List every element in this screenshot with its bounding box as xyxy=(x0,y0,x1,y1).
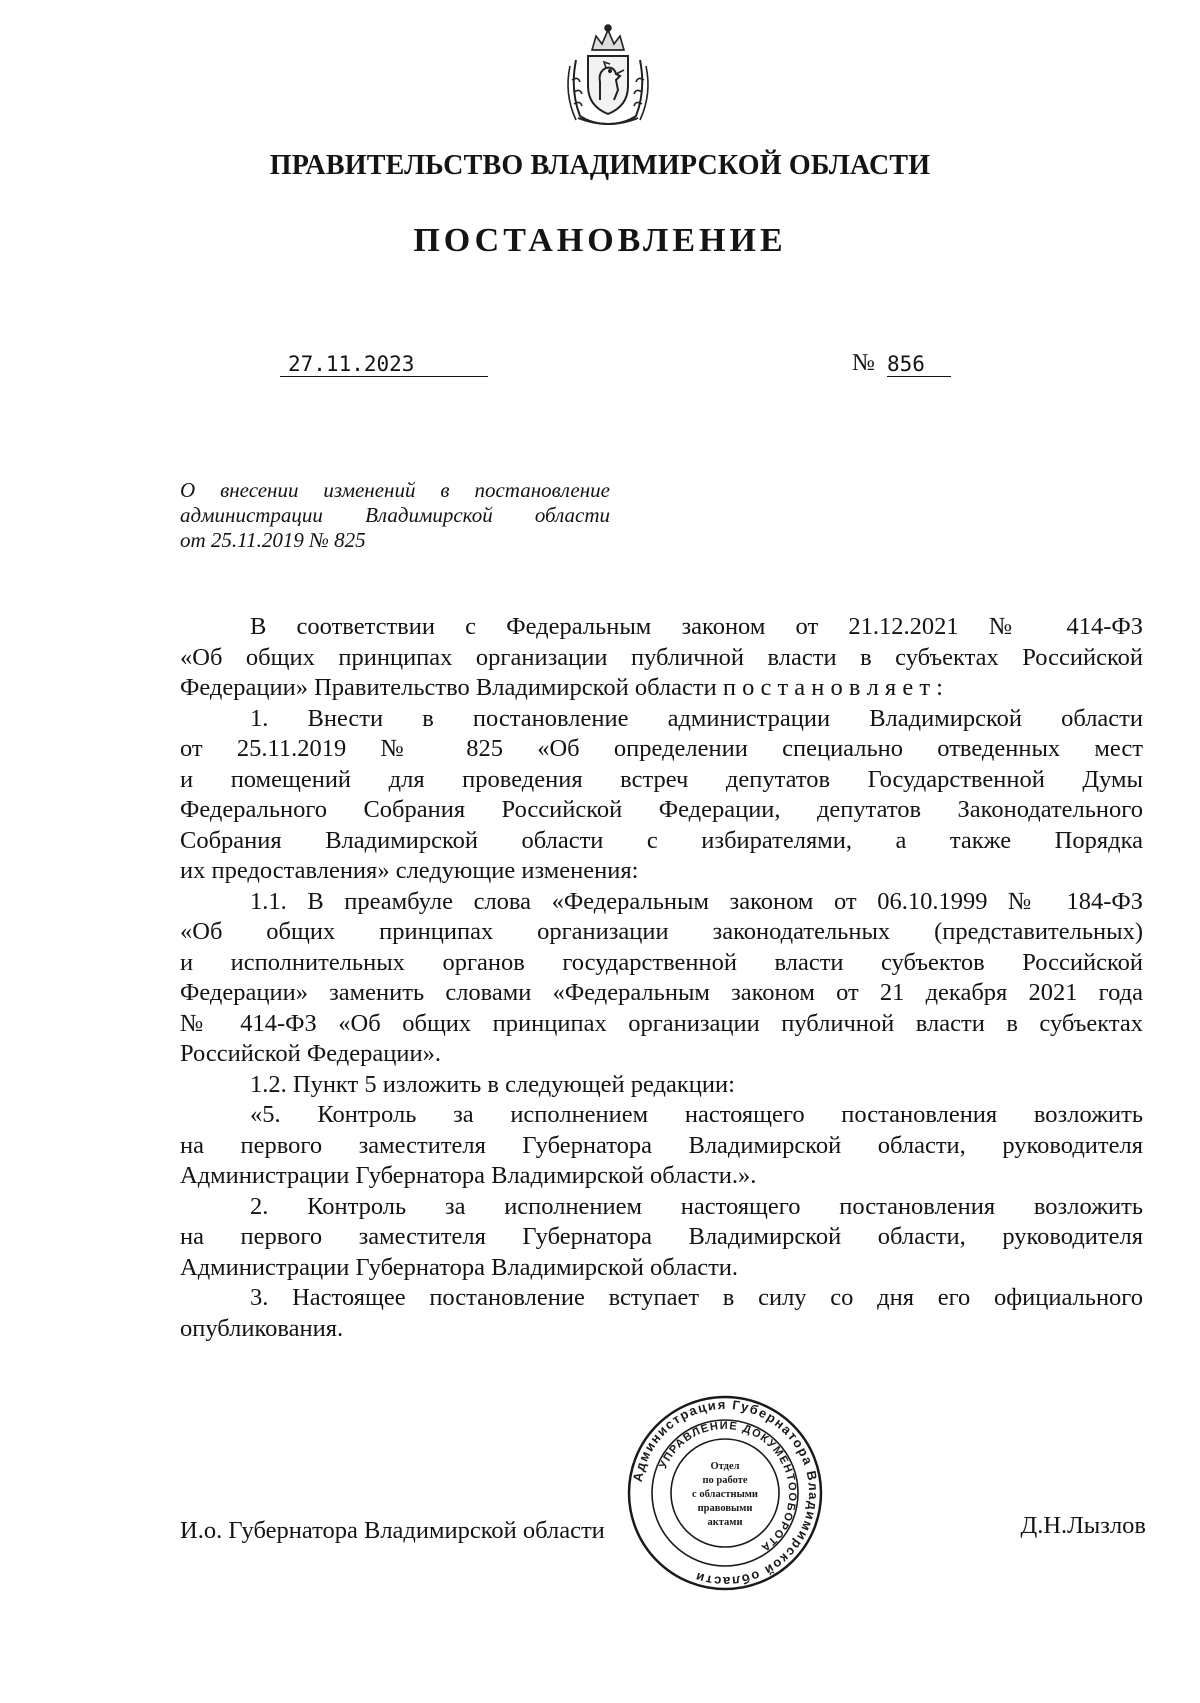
body-line: Федерации» Правительство Владимирской области п о с т а н о в л я е т : xyxy=(180,674,943,701)
subject-line: от 25.11.2019 № 825 xyxy=(180,528,366,552)
body-line: «Об общих принципах организации публичной власти в субъектах Российской xyxy=(180,643,1143,671)
document-number: 856 xyxy=(887,352,951,377)
document-date: 27.11.2023 xyxy=(280,352,488,377)
document-body xyxy=(180,612,1143,1344)
body-line: Федерации» заменить словами «Федеральным законом от 21 декабря 2021 года xyxy=(180,979,1143,1006)
body-line: 1. Внести в постановление администрации Владимирской области xyxy=(250,704,1143,732)
document-subject xyxy=(180,478,610,553)
body-line: 3. Настоящее постановление вступает в силу со дня его официального xyxy=(250,1284,1143,1311)
number-sign: № xyxy=(852,350,875,376)
body-line: Администрации Губернатора Владимирской области.». xyxy=(180,1162,757,1189)
signatory-name: Д.Н.Лызлов xyxy=(1020,1512,1146,1539)
stamp-center-line: актами xyxy=(707,1517,743,1528)
official-stamp xyxy=(625,1393,825,1593)
body-line: опубликования. xyxy=(180,1314,344,1342)
body-line: Федерального Собрания Российской Федерации, депутатов Законодательного xyxy=(180,796,1143,823)
subject-line: администрации Владимирской области xyxy=(180,503,610,527)
body-line: их предоставления» следующие изменения: xyxy=(180,857,639,884)
body-line: «5. Контроль за исполнением настоящего постановления возложить xyxy=(250,1101,1143,1128)
organization-title: ПРАВИТЕЛЬСТВО ВЛАДИМИРСКОЙ ОБЛАСТИ xyxy=(269,150,931,181)
body-line: Российской Федерации». xyxy=(180,1040,441,1067)
stamp-center-line: Отдел xyxy=(710,1461,740,1472)
stamp-center-line: правовыми xyxy=(697,1503,753,1514)
body-line: 2. Контроль за исполнением настоящего постановления возложить xyxy=(250,1192,1143,1220)
svg-text:УПРАВЛЕНИЕ ДОКУМЕНТООБОРОТА xyxy=(657,1420,798,1554)
body-line: и помещений для проведения встреч депутатов Государственной Думы xyxy=(180,765,1143,793)
coat-of-arms-icon xyxy=(562,20,654,128)
body-line: № 414-ФЗ «Об общих принципах организации публичной власти в субъектах xyxy=(180,1009,1143,1037)
stamp-outer-text: Администрация Губернатора Владимирской области xyxy=(629,1396,822,1590)
body-line: от 25.11.2019 № 825 «Об определении специально отведенных мест xyxy=(180,735,1143,762)
subject-line: О внесении изменений в постановление xyxy=(180,478,610,502)
stamp-inner-text: УПРАВЛЕНИЕ ДОКУМЕНТООБОРОТА xyxy=(657,1419,799,1555)
body-line: В соответствии с Федеральным законом от 21.12.2021 № 414-ФЗ xyxy=(250,613,1143,640)
body-line: и исполнительных органов государственной власти субъектов Российской xyxy=(180,948,1143,976)
body-line: на первого заместителя Губернатора Владимирской области, руководителя xyxy=(180,1223,1143,1250)
stamp-center-line: с областными xyxy=(692,1489,758,1500)
body-line: 1.1. В преамбуле слова «Федеральным законом от 06.10.1999 № 184-ФЗ xyxy=(250,887,1143,915)
stamp-center-line: по работе xyxy=(702,1475,748,1486)
body-line: Собрания Владимирской области с избирателями, а также Порядка xyxy=(180,826,1143,854)
signatory-position: И.о. Губернатора Владимирской области xyxy=(180,1517,605,1544)
body-line: «Об общих принципах организации законодательных (представительных) xyxy=(180,918,1143,945)
body-line: на первого заместителя Губернатора Владимирской области, руководителя xyxy=(180,1131,1143,1159)
body-line: 1.2. Пункт 5 изложить в следующей редакции: xyxy=(250,1070,735,1098)
body-line: Администрации Губернатора Владимирской области. xyxy=(180,1253,739,1281)
document-type-title: ПОСТАНОВЛЕНИЕ xyxy=(413,222,787,259)
